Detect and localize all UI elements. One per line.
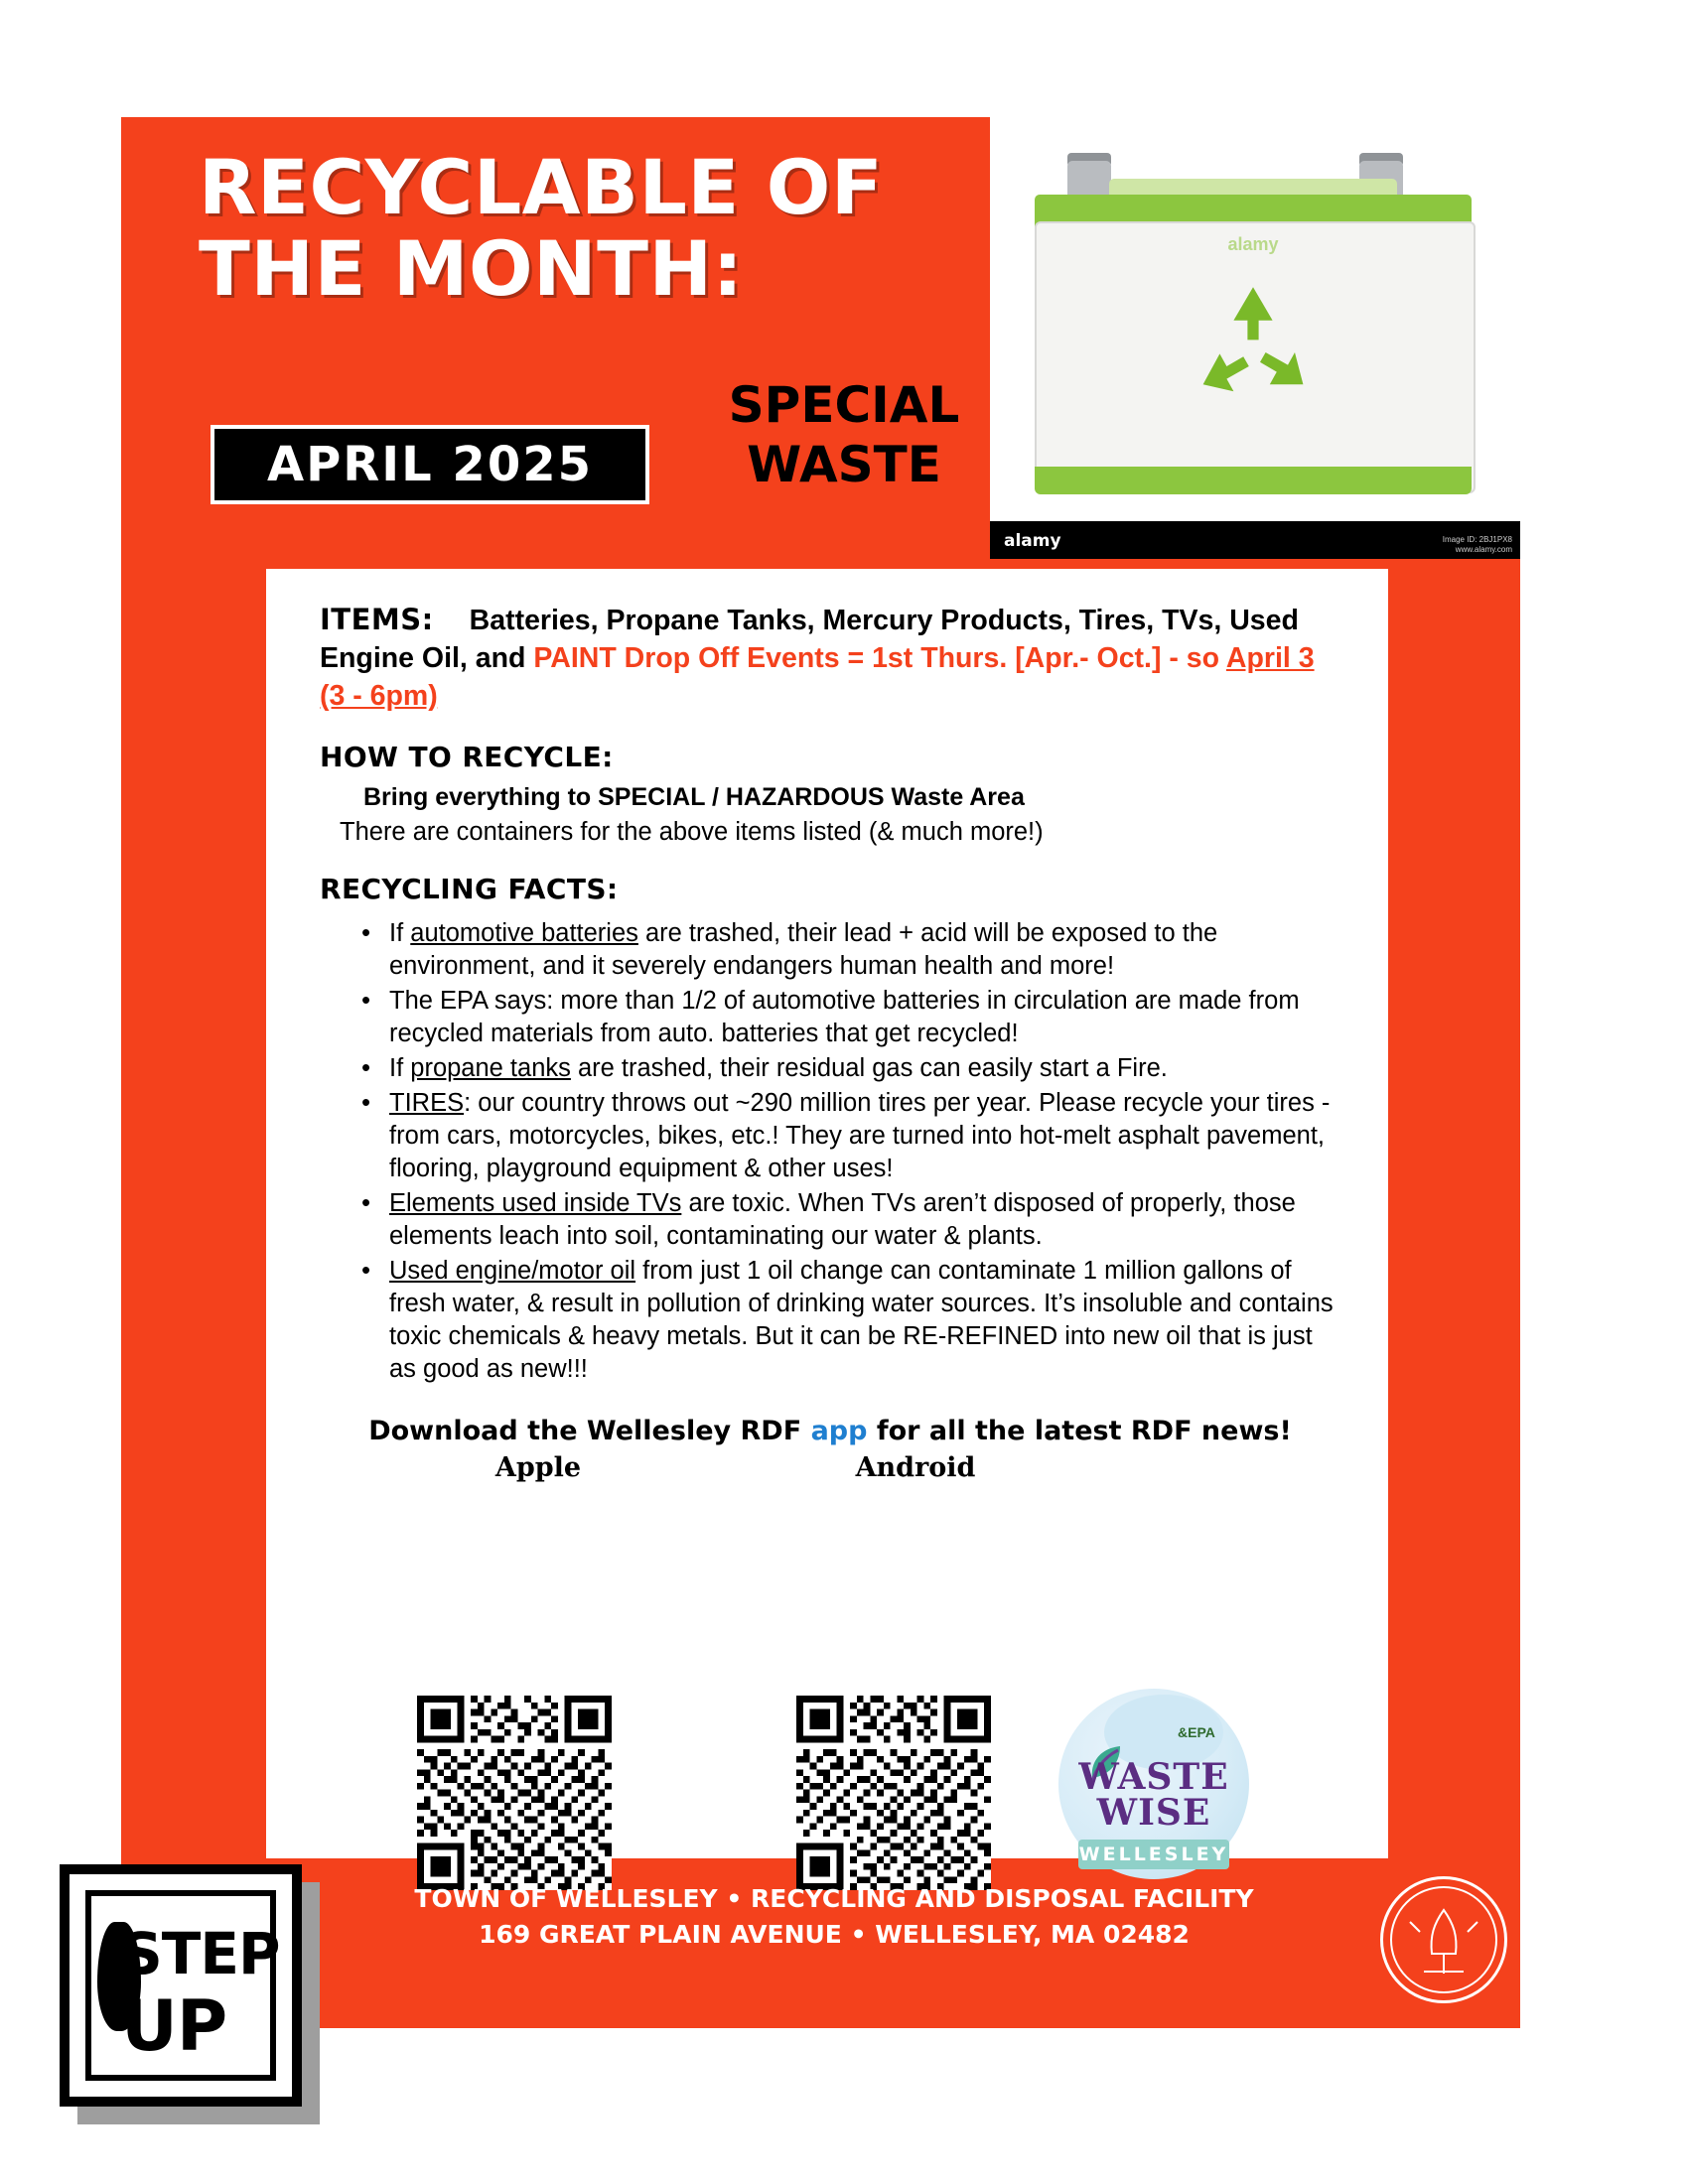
recycling-facts-list <box>320 917 1340 1386</box>
fact-text: : our country throws out ~290 million tires per year. Please recycle your tires - from cars, motorcycles, bikes, etc.! They are turned into hot-melt asphalt pavement, flooring, playground equipment & other uses! <box>389 1089 1331 1182</box>
download-app-line <box>320 1416 1340 1446</box>
battery-base <box>1035 467 1472 494</box>
android-store-label: Android <box>855 1452 976 1483</box>
android-app-qr-code[interactable] <box>796 1696 991 1890</box>
download-app-word: app <box>810 1416 868 1446</box>
items-paint-highlight: PAINT Drop Off Events = 1st Thurs. [Apr.- Oct.] - so <box>533 642 1226 674</box>
fact-text: are toxic. When TVs aren’t disposed of properly, those elements leach into soil, contaminating our water & plants. <box>389 1189 1296 1250</box>
seal-inner-ring <box>1390 1886 1497 1993</box>
items-event-date: April 3 (3 - 6pm) <box>320 642 1315 712</box>
page-subtitle <box>695 375 993 494</box>
fact-underline: Used engine/motor oil <box>389 1257 636 1285</box>
photo-watermark-url: Image ID: 2BJ1PX8 www.alamy.com <box>1442 535 1512 554</box>
download-suffix: for all the latest RDF news! <box>867 1416 1292 1446</box>
wastewise-wise-text: WISE <box>1096 1792 1211 1834</box>
items-text: Batteries, Propane Tanks, Mercury Products, Tires, TVs, Used Engine Oil, and <box>320 605 1299 674</box>
list-item <box>361 1087 1340 1185</box>
apple-app-qr-code[interactable] <box>417 1696 612 1890</box>
how-to-recycle-containers: There are containers for the above items listed (& much more!) <box>340 818 1044 846</box>
page-title-line2: THE MONTH: <box>199 224 744 313</box>
list-item <box>361 1187 1340 1253</box>
fact-text: are trashed, their lead + acid will be exposed to the environment, and it severely endangers human health and more! <box>389 919 1218 980</box>
photo-watermark-brand: alamy <box>1004 531 1061 551</box>
page-subtitle-line2: WASTE <box>747 436 941 493</box>
step-up-step-text: STEP <box>121 1920 280 1987</box>
how-to-recycle-heading: HOW TO RECYCLE: <box>320 741 614 773</box>
step-up-box <box>60 1864 302 2107</box>
step-up-logo <box>60 1864 320 2124</box>
fact-text: are trashed, their residual gas can easily start a Fire. <box>570 1054 1168 1082</box>
list-item <box>361 1052 1340 1085</box>
fact-prefix: If <box>389 1054 411 1082</box>
fact-prefix: If <box>389 919 411 947</box>
list-item <box>361 985 1340 1050</box>
wastewise-wellesley-logo <box>1051 1681 1257 1887</box>
footer-line2: 169 GREAT PLAIN AVENUE • WELLESLEY, MA 02482 <box>479 1920 1190 1949</box>
step-up-up-text: UP <box>121 1985 227 2067</box>
month-badge <box>211 425 649 504</box>
items-section <box>320 601 1340 715</box>
recycling-facts-heading: RECYCLING FACTS: <box>320 873 619 905</box>
how-to-recycle-bring: Bring everything to SPECIAL / HAZARDOUS Waste Area <box>363 783 1025 811</box>
battery-photo <box>990 117 1520 559</box>
epa-mark: &EPA <box>1178 1724 1215 1740</box>
store-labels-row <box>320 1452 1340 1486</box>
fact-text: The EPA says: more than 1/2 of automotive batteries in circulation are made from recycled materials from auto. batteries that get recycled! <box>389 987 1300 1047</box>
fact-underline: TIRES <box>389 1089 465 1117</box>
apple-store-label: Apple <box>494 1452 582 1483</box>
wastewise-waste-text: WASTE <box>1078 1756 1229 1798</box>
footer <box>328 1881 1340 1953</box>
month-badge-label: APRIL 2025 <box>266 437 594 492</box>
recycle-symbol-icon <box>1179 276 1328 415</box>
items-label: ITEMS: <box>320 603 434 636</box>
list-item <box>361 1255 1340 1386</box>
content-inner <box>320 601 1340 1486</box>
fact-underline: propane tanks <box>410 1054 571 1082</box>
town-of-wellesley-seal <box>1380 1876 1507 2003</box>
apple-qr-svg <box>417 1696 612 1890</box>
footer-line1: TOWN OF WELLESLEY • RECYCLING AND DISPOSAL FACILITY <box>414 1884 1254 1913</box>
fact-underline: Elements used inside TVs <box>389 1189 682 1217</box>
download-prefix: Download the Wellesley RDF <box>368 1416 811 1446</box>
wastewise-town-band: WELLESLEY <box>1078 1840 1229 1869</box>
battery-watermark-label: alamy <box>1227 234 1279 254</box>
page-subtitle-line1: SPECIAL <box>728 376 960 434</box>
page-title-line1: RECYCLABLE OF <box>199 143 884 231</box>
fact-underline: automotive batteries <box>410 919 638 947</box>
photo-watermark-strip <box>990 521 1520 559</box>
page-title <box>199 143 973 313</box>
android-qr-svg <box>796 1696 991 1890</box>
list-item <box>361 917 1340 983</box>
content-card <box>266 569 1388 1865</box>
fact-text: from just 1 oil change can contaminate 1 million gallons of fresh water, & result in pollution of drinking water sources. It’s insoluble and contains toxic chemicals & heavy metals. But it can be RE-REFINED into new oil that is just as good as new!!! <box>389 1257 1334 1383</box>
